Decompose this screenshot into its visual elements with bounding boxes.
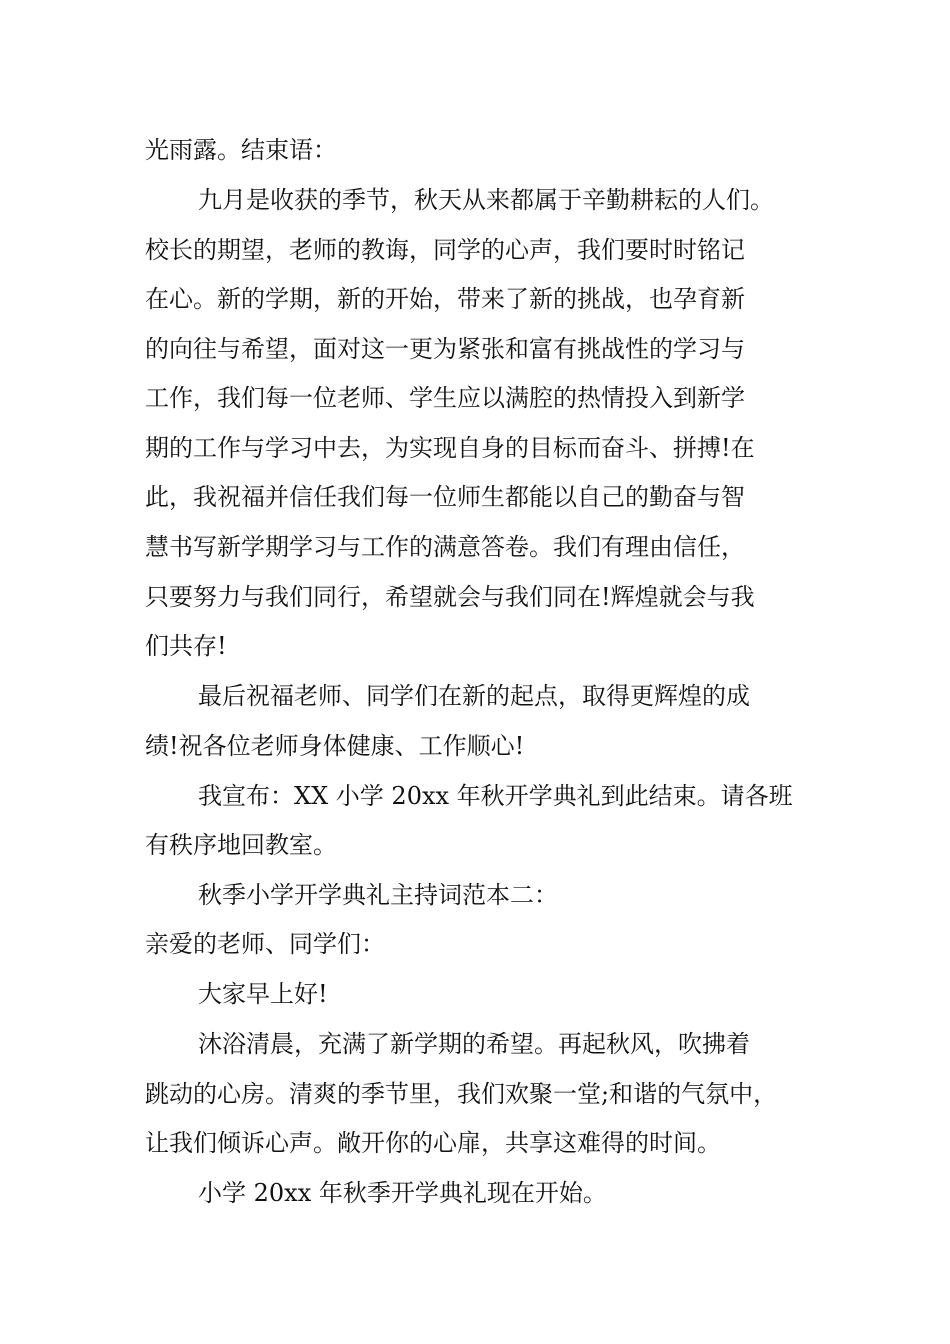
text-line: 的向往与希望，面对这一更为紧张和富有挑战性的学习与 <box>145 335 745 363</box>
text-line: 绩!祝各位老师身体健康、工作顺心! <box>145 732 525 760</box>
paragraph-first-line: 最后祝福老师、同学们在新的起点，取得更辉煌的成 <box>198 682 750 710</box>
text-line: 们共存! <box>145 632 227 660</box>
text-line: 跳动的心房。清爽的季节里，我们欢聚一堂;和谐的气氛中， <box>145 1080 778 1108</box>
text-line: 有秩序地回教室。 <box>145 831 337 859</box>
text-line: 慧书写新学期学习与工作的满意答卷。我们有理由信任， <box>145 533 745 561</box>
text-line: 工作，我们每一位老师、学生应以满腔的热情投入到新学 <box>145 384 745 412</box>
text-line: 期的工作与学习中去，为实现自身的目标而奋斗、拼搏!在 <box>145 434 755 462</box>
paragraph-first-line: 我宣布：XX 小学 20xx 年秋开学典礼到此结束。请各班 <box>198 782 793 810</box>
text-line: 让我们倾诉心声。敞开你的心扉，共享这难得的时间。 <box>145 1129 721 1157</box>
paragraph-first-line: 小学 20xx 年秋季开学典礼现在开始。 <box>198 1179 607 1207</box>
text-line: 校长的期望，老师的教诲，同学的心声，我们要时时铭记 <box>145 236 745 264</box>
paragraph-first-line: 沐浴清晨，充满了新学期的希望。再起秋风，吹拂着 <box>198 1030 750 1058</box>
greeting: 大家早上好! <box>198 980 328 1008</box>
section-heading: 秋季小学开学典礼主持词范本二： <box>198 881 558 909</box>
text-line: 只要努力与我们同行，希望就会与我们同在!辉煌就会与我 <box>145 583 755 611</box>
text-line: 在心。新的学期，新的开始，带来了新的挑战，也孕育新 <box>145 285 745 313</box>
text-line: 此，我祝福并信任我们每一位师生都能以自己的勤奋与智 <box>145 483 745 511</box>
text-line: 光雨露。结束语： <box>145 136 337 164</box>
salutation: 亲爱的老师、同学们： <box>145 930 385 958</box>
paragraph-first-line: 九月是收获的季节，秋天从来都属于辛勤耕耘的人们。 <box>198 186 774 214</box>
